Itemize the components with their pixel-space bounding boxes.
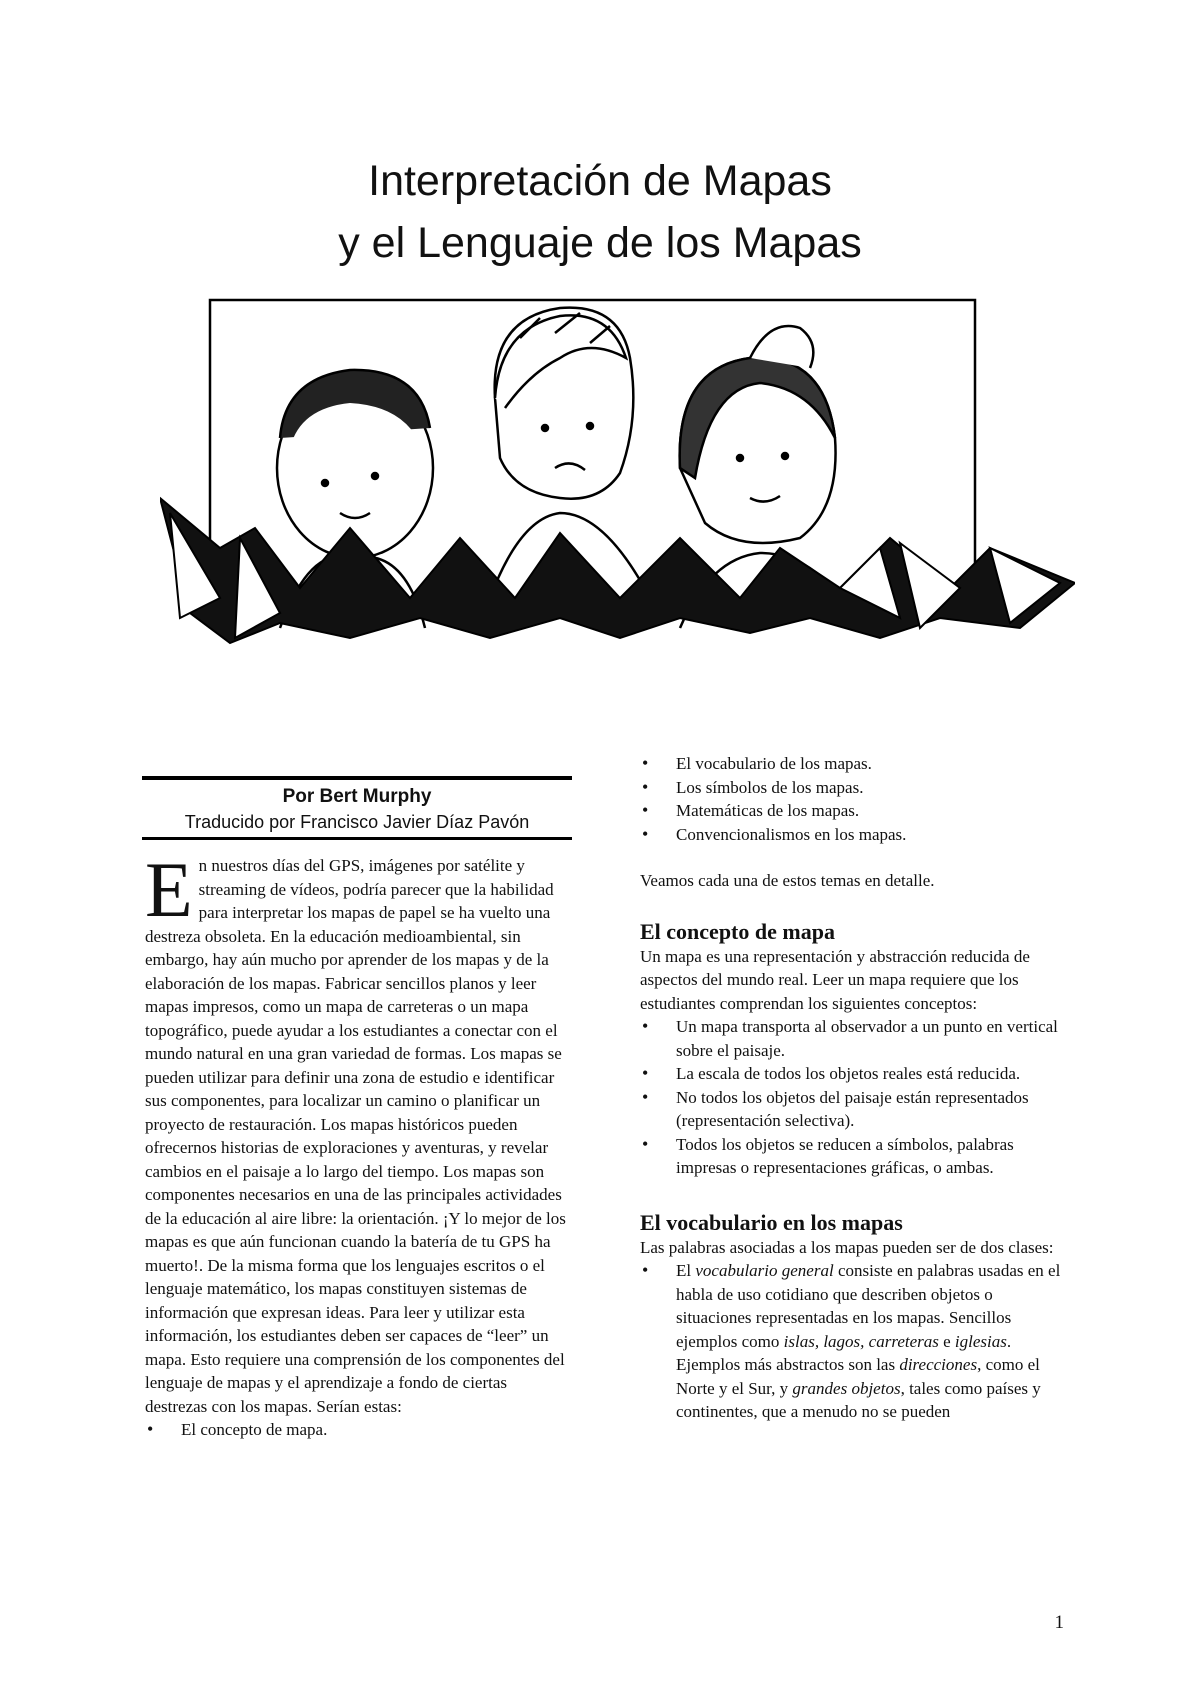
list-item: • Un mapa transporta al observador a un punto en vertical sobre el paisaje. bbox=[640, 1015, 1065, 1062]
map-concept-paragraph: Un mapa es una representación y abstracción reducida de aspectos del mundo real. Leer un mapa requiere que los estudiantes comprendan los siguientes conceptos: bbox=[640, 946, 1030, 1013]
skills-list-start bbox=[145, 1418, 570, 1442]
right-column bbox=[640, 752, 1065, 1424]
byline bbox=[142, 776, 572, 840]
transition-paragraph: Veamos cada una de estos temas en detalle. bbox=[640, 871, 935, 890]
section-heading-map-vocabulary: El vocabulario en los mapas bbox=[640, 1209, 903, 1235]
section-heading-map-concept: El concepto de mapa bbox=[640, 918, 835, 944]
title-line-2: y el Lenguaje de los Mapas bbox=[338, 219, 862, 267]
page-number: 1 bbox=[1054, 1612, 1064, 1633]
intro-paragraph bbox=[145, 846, 570, 1418]
left-column bbox=[145, 846, 570, 1442]
list-item: • La escala de todos los objetos reales está reducida. bbox=[640, 1062, 1065, 1086]
list-item: • Todos los objetos se reducen a símbolos, palabras impresas o representaciones gráficas, o ambas. bbox=[640, 1133, 1065, 1180]
document-title bbox=[0, 150, 1200, 274]
list-item: • No todos los objetos del paisaje están representados (representación selectiva). bbox=[640, 1086, 1065, 1133]
map-vocabulary-list bbox=[640, 1259, 1065, 1424]
list-item: • Matemáticas de los mapas. bbox=[640, 799, 1065, 823]
author-name: Por Bert Murphy bbox=[282, 786, 432, 807]
translator-name: Traducido por Francisco Javier Díaz Pavón bbox=[184, 812, 530, 832]
list-item: • Convencionalismos en los mapas. bbox=[640, 823, 1065, 847]
title-line-1: Interpretación de Mapas bbox=[368, 157, 832, 205]
list-item: • El vocabulario de los mapas. bbox=[640, 752, 1065, 776]
intro-text: n nuestros días del GPS, imágenes por satélite y streaming de vídeos, podría parecer que la habilidad para interpretar los mapas de papel se ha vuelto una destreza obsoleta. En la educación medioambiental, sin embargo, hay aún mucho por aprender de los mapas y de la elaboración de los mapas. Fabricar sencillos planos y leer mapas impresos, como un mapa de carreteras o un mapa topográfico, puede ayudar a los estudiantes a conectar con el mundo natural en una gran variedad de formas. Los mapas se pueden utilizar para definir una zona de estudio e identificar sus componentes, para localizar un camino o planificar un proyecto de restauración. Los mapas históricos pueden ofrecernos historias de exploraciones y aventuras, y revelar cambios en el paisaje a lo largo del tiempo. Los mapas son componentes necesarios en una de las principales actividades de la educación al aire libre: la orientación. ¡Y lo mejor de los mapas es que aún funcionan cuando la batería de tu GPS ha muerto!. De la misma forma que los lenguajes escritos o el lenguaje matemático, los mapas constituyen sistemas de información que expresan ideas. Para leer y utilizar esta información, los estudiantes deben ser capaces de “leer” un mapa. Esto requiere una comprensión de los componentes del lenguaje de mapas y el aprendizaje a fondo de ciertas destrezas con los mapas. Serían estas: bbox=[145, 856, 566, 1416]
map-concept-list bbox=[640, 1015, 1065, 1180]
map-vocabulary-paragraph: Las palabras asociadas a los mapas pueden ser de dos clases: bbox=[640, 1237, 1054, 1257]
list-item: • Los símbolos de los mapas. bbox=[640, 776, 1065, 800]
list-item: • El concepto de mapa. bbox=[145, 1418, 570, 1442]
list-item: • El vocabulario general consiste en palabras usadas en el habla de uso cotidiano que describen objetos o situaciones representadas en los mapas. Sencillos ejemplos como islas, lagos, carreteras e iglesias. Ejemplos más abstractos son las direcciones, como el Norte y el Sur, y grandes objetos, tales como países y continentes, que a menudo no se pueden bbox=[640, 1259, 1065, 1424]
illustration-three-students bbox=[160, 298, 1075, 698]
drop-cap: E bbox=[145, 846, 193, 933]
skills-list-continued bbox=[640, 752, 1065, 846]
